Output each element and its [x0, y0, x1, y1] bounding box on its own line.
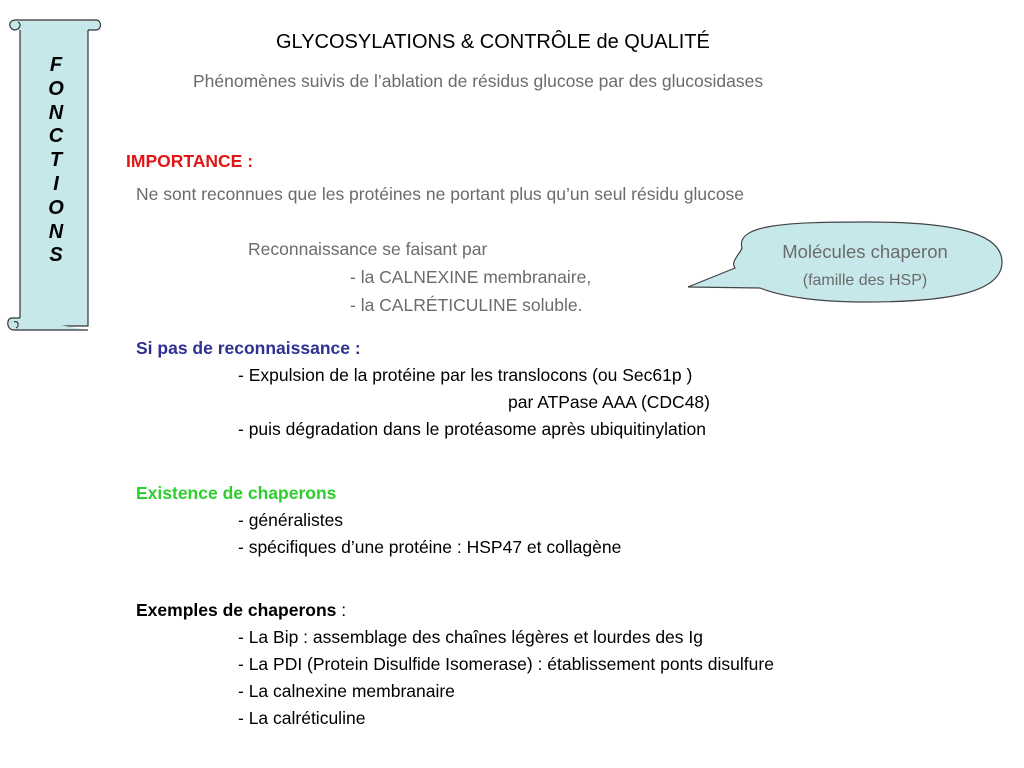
examples-heading-suffix: : — [336, 600, 347, 620]
no-recognition-item-1-cont: par ATPase AAA (CDC48) — [508, 392, 710, 412]
scroll-letter: O — [48, 196, 64, 219]
importance-heading: IMPORTANCE : — [126, 151, 254, 171]
examples-heading: Exemples de chaperons — [136, 600, 337, 620]
scroll-letter: N — [48, 101, 64, 124]
recognition-calnexine: - la CALNEXINE membranaire, — [350, 267, 592, 287]
scroll-letter: I — [53, 172, 59, 195]
example-item-3: - La calnexine membranaire — [238, 681, 455, 701]
no-recognition-item-1: - Expulsion de la protéine par les translocons (ou Sec61p ) — [238, 365, 693, 385]
scroll-letter: S — [49, 244, 63, 267]
existence-item-2: - spécifiques d’une protéine : HSP47 et collagène — [238, 537, 622, 557]
scroll-letter: T — [49, 149, 63, 172]
page-subtitle: Phénomènes suivis de l’ablation de résidus glucose par des glucosidases — [193, 71, 764, 91]
example-item-1: - La Bip : assemblage des chaînes légères et lourdes des Ig — [238, 627, 703, 647]
recognition-calreticuline: - la CALRÉTICULINE soluble. — [350, 295, 583, 315]
recognition-intro: Reconnaissance se faisant par — [248, 239, 488, 259]
existence-item-1: - généralistes — [238, 510, 344, 530]
callout-line-1: Molécules chaperon — [782, 241, 948, 262]
page-title: GLYCOSYLATIONS & CONTRÔLE de QUALITÉ — [276, 31, 710, 53]
scroll-letter: F — [49, 54, 63, 76]
example-item-2: - La PDI (Protein Disulfide Isomerase) : établissement ponts disulfure — [238, 654, 774, 674]
no-recognition-item-2: - puis dégradation dans le protéasome après ubiquitinylation — [238, 419, 706, 439]
examples-heading-line — [136, 600, 346, 621]
example-item-4: - La calréticuline — [238, 708, 366, 728]
importance-statement: Ne sont reconnues que les protéines ne portant plus qu’un seul résidu glucose — [136, 184, 745, 204]
callout-line-2: (famille des HSP) — [802, 272, 928, 289]
scroll-letter: N — [48, 220, 64, 243]
scroll-letter: O — [48, 77, 64, 100]
scroll-letter: C — [48, 125, 64, 148]
existence-heading: Existence de chaperons — [136, 483, 337, 503]
no-recognition-heading: Si pas de reconnaissance : — [136, 338, 361, 358]
